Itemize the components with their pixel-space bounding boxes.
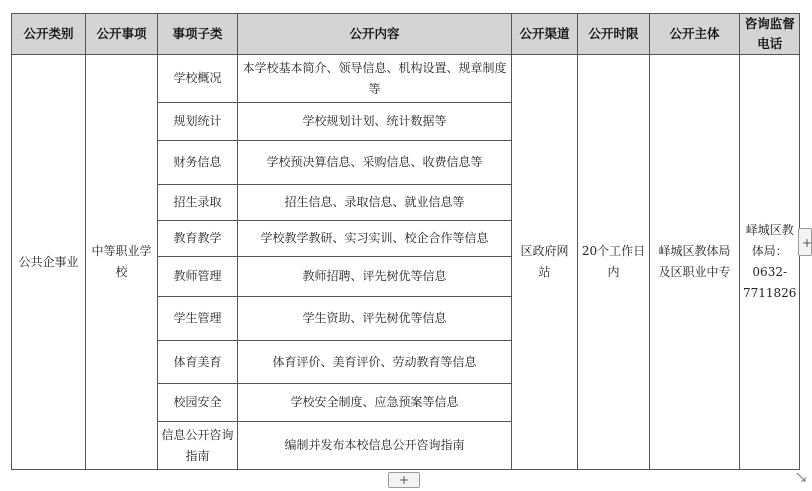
plus-icon: +	[802, 236, 812, 250]
add-row-button[interactable]	[388, 472, 420, 488]
header-row	[12, 14, 800, 55]
subcategory-cell: 校园安全	[158, 384, 238, 422]
header-cell-time-limit: 公开时限	[578, 14, 650, 55]
subcategory-cell: 体育美育	[158, 341, 238, 384]
subcategory-cell: 招生录取	[158, 185, 238, 221]
subcategory-cell: 教育教学	[158, 221, 238, 257]
subcategory-cell: 学生管理	[158, 297, 238, 341]
subject-cell: 峄城区教体局及区职业中专	[650, 55, 740, 470]
header-cell-category: 公开类别	[12, 14, 86, 55]
category-cell: 公共企事业	[12, 55, 86, 470]
content-cell: 学校安全制度、应急预案等信息	[238, 384, 512, 422]
content-cell: 编制并发布本校信息公开咨询指南	[238, 422, 512, 470]
content-cell: 学生资助、评先树优等信息	[238, 297, 512, 341]
content-cell: 学校教学教研、实习实训、校企合作等信息	[238, 221, 512, 257]
subcategory-cell: 信息公开咨询指南	[158, 422, 238, 470]
header-cell-phone: 咨询监督电话	[740, 14, 800, 55]
content-cell: 教师招聘、评先树优等信息	[238, 257, 512, 297]
subcategory-cell: 规划统计	[158, 103, 238, 141]
content-cell: 招生信息、录取信息、就业信息等	[238, 185, 512, 221]
item-cell: 中等职业学校	[86, 55, 158, 470]
header-cell-subject: 公开主体	[650, 14, 740, 55]
subcategory-cell: 财务信息	[158, 141, 238, 185]
subcategory-cell: 教师管理	[158, 257, 238, 297]
content-cell: 学校规划计划、统计数据等	[238, 103, 512, 141]
table-row	[12, 55, 800, 103]
phone-cell: 峄城区教体局：0632-7711826	[740, 55, 800, 470]
header-cell-item: 公开事项	[86, 14, 158, 55]
plus-icon: +	[398, 473, 410, 487]
header-cell-content: 公开内容	[238, 14, 512, 55]
header-cell-subcategory: 事项子类	[158, 14, 238, 55]
content-cell: 本学校基本简介、领导信息、机构设置、规章制度等	[238, 55, 512, 103]
disclosure-table	[11, 13, 800, 470]
channel-cell: 区政府网站	[512, 55, 578, 470]
resize-grip-icon[interactable]	[796, 472, 806, 482]
add-column-button[interactable]	[798, 228, 812, 256]
header-cell-channel: 公开渠道	[512, 14, 578, 55]
time-limit-cell: 20个工作日内	[578, 55, 650, 470]
content-cell: 学校预决算信息、采购信息、收费信息等	[238, 141, 512, 185]
content-cell: 体育评价、美育评价、劳动教育等信息	[238, 341, 512, 384]
subcategory-cell: 学校概况	[158, 55, 238, 103]
